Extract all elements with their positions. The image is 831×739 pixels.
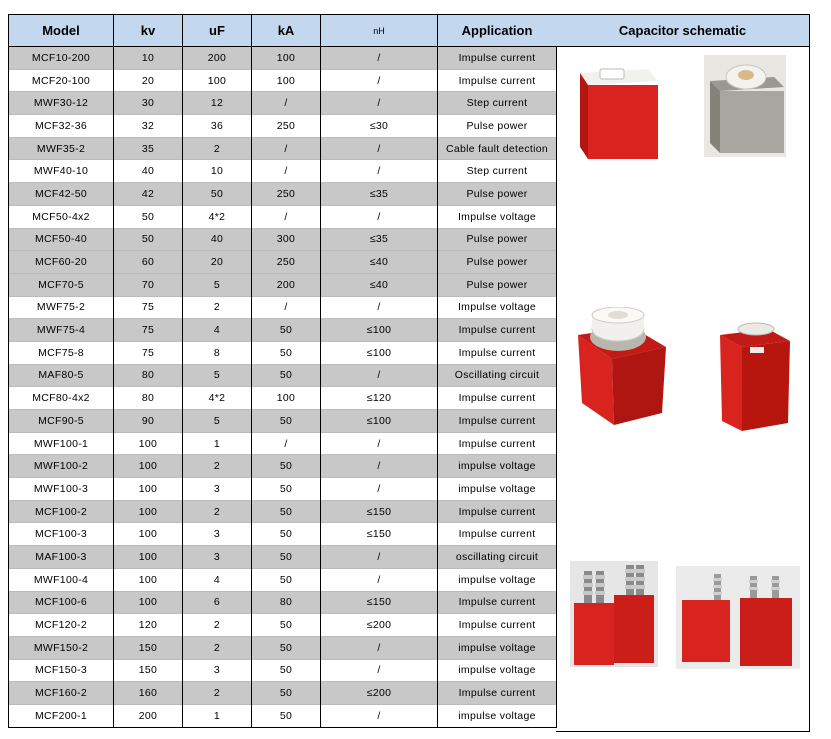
cell-ka: / <box>252 205 321 228</box>
cell-uf: 3 <box>183 523 252 546</box>
cell-model: MWF100-3 <box>9 478 114 501</box>
cell-application: Impulse current <box>438 432 557 455</box>
cell-uf: 8 <box>183 341 252 364</box>
cell-nh: ≤120 <box>321 387 438 410</box>
cell-kv: 42 <box>114 183 183 206</box>
cell-ka: 50 <box>252 704 321 727</box>
cell-application: Impulse voltage <box>438 205 557 228</box>
cell-uf: 1 <box>183 432 252 455</box>
cell-ka: 50 <box>252 478 321 501</box>
cell-application: Impulse voltage <box>438 296 557 319</box>
cell-uf: 2 <box>183 500 252 523</box>
cell-uf: 2 <box>183 296 252 319</box>
cell-model: MWF150-2 <box>9 636 114 659</box>
cell-model: MCF50-40 <box>9 228 114 251</box>
cell-uf: 4*2 <box>183 205 252 228</box>
cell-kv: 100 <box>114 546 183 569</box>
cell-model: MCF100-3 <box>9 523 114 546</box>
cell-nh: / <box>321 704 438 727</box>
table-row <box>9 636 557 659</box>
cell-kv: 50 <box>114 205 183 228</box>
cell-nh: ≤35 <box>321 228 438 251</box>
red-capacitor-tall-icon <box>716 315 790 433</box>
cell-ka: 100 <box>252 69 321 92</box>
cell-nh: ≤40 <box>321 251 438 274</box>
table-header-row <box>9 15 557 47</box>
cell-kv: 80 <box>114 364 183 387</box>
cell-application: Cable fault detection <box>438 137 557 160</box>
cell-ka: 250 <box>252 251 321 274</box>
cell-uf: 4*2 <box>183 387 252 410</box>
cell-nh: ≤200 <box>321 682 438 705</box>
table-row <box>9 341 557 364</box>
cell-ka: 50 <box>252 636 321 659</box>
table-row <box>9 273 557 296</box>
cell-uf: 2 <box>183 455 252 478</box>
cell-uf: 40 <box>183 228 252 251</box>
cell-kv: 100 <box>114 591 183 614</box>
cell-ka: 50 <box>252 410 321 433</box>
cell-kv: 80 <box>114 387 183 410</box>
cell-kv: 75 <box>114 341 183 364</box>
table-row <box>9 682 557 705</box>
cell-kv: 100 <box>114 478 183 501</box>
triple-red-capacitors-bushings-icon <box>676 566 800 669</box>
capacitor-spec-table <box>8 14 557 728</box>
cell-nh: ≤150 <box>321 523 438 546</box>
cell-ka: 50 <box>252 500 321 523</box>
red-box-capacitor-icon <box>570 55 660 160</box>
cell-ka: / <box>252 432 321 455</box>
cell-application: Impulse current <box>438 500 557 523</box>
cell-ka: 80 <box>252 591 321 614</box>
table-row <box>9 387 557 410</box>
cell-model: MCF90-5 <box>9 410 114 433</box>
grey-metal-capacitor-icon <box>704 55 786 157</box>
cell-nh: / <box>321 636 438 659</box>
cell-ka: 250 <box>252 183 321 206</box>
cell-application: Pulse power <box>438 251 557 274</box>
cell-model: MCF150-3 <box>9 659 114 682</box>
cell-uf: 5 <box>183 410 252 433</box>
cell-nh: / <box>321 478 438 501</box>
cell-kv: 150 <box>114 659 183 682</box>
cell-nh: / <box>321 160 438 183</box>
cell-kv: 90 <box>114 410 183 433</box>
table-row <box>9 183 557 206</box>
table-row <box>9 115 557 138</box>
cell-ka: 50 <box>252 523 321 546</box>
cell-model: MCF120-2 <box>9 614 114 637</box>
cell-uf: 50 <box>183 183 252 206</box>
cell-ka: 50 <box>252 659 321 682</box>
header-uf: uF <box>183 15 252 47</box>
cell-nh: ≤100 <box>321 410 438 433</box>
cell-ka: 50 <box>252 568 321 591</box>
cell-nh: / <box>321 568 438 591</box>
cell-kv: 40 <box>114 160 183 183</box>
cell-nh: / <box>321 455 438 478</box>
cell-uf: 100 <box>183 69 252 92</box>
cell-model: MCF60-20 <box>9 251 114 274</box>
cell-uf: 200 <box>183 47 252 70</box>
cell-application: impulse voltage <box>438 568 557 591</box>
table-row <box>9 523 557 546</box>
cell-application: impulse voltage <box>438 659 557 682</box>
cell-kv: 100 <box>114 568 183 591</box>
cell-application: Impulse current <box>438 591 557 614</box>
table-row <box>9 69 557 92</box>
cell-uf: 4 <box>183 568 252 591</box>
cell-ka: 50 <box>252 455 321 478</box>
table-row <box>9 364 557 387</box>
cell-application: Oscillating circuit <box>438 364 557 387</box>
cell-ka: 50 <box>252 614 321 637</box>
cell-ka: 200 <box>252 273 321 296</box>
cell-ka: 100 <box>252 387 321 410</box>
cell-model: MWF100-4 <box>9 568 114 591</box>
cell-kv: 50 <box>114 228 183 251</box>
cell-nh: / <box>321 47 438 70</box>
header-nh: nH <box>321 15 438 47</box>
cell-application: impulse voltage <box>438 478 557 501</box>
cell-model: MCF10-200 <box>9 47 114 70</box>
cell-uf: 12 <box>183 92 252 115</box>
cell-nh: / <box>321 92 438 115</box>
cell-application: Pulse power <box>438 273 557 296</box>
cell-nh: / <box>321 296 438 319</box>
cell-model: MCF20-100 <box>9 69 114 92</box>
cell-nh: ≤35 <box>321 183 438 206</box>
header-application: Application <box>438 15 557 47</box>
cell-model: MWF100-1 <box>9 432 114 455</box>
table-row <box>9 251 557 274</box>
red-capacitor-ceramic-top-icon <box>576 307 666 427</box>
cell-uf: 1 <box>183 704 252 727</box>
cell-ka: 100 <box>252 47 321 70</box>
header-model: Model <box>9 15 114 47</box>
cell-nh: ≤100 <box>321 319 438 342</box>
header-schematic: Capacitor schematic <box>556 15 809 47</box>
cell-kv: 120 <box>114 614 183 637</box>
cell-application: Impulse current <box>438 319 557 342</box>
cell-uf: 6 <box>183 591 252 614</box>
cell-uf: 2 <box>183 614 252 637</box>
cell-model: MCF100-6 <box>9 591 114 614</box>
cell-application: Step current <box>438 92 557 115</box>
cell-ka: 50 <box>252 364 321 387</box>
cell-kv: 100 <box>114 432 183 455</box>
cell-application: Impulse current <box>438 410 557 433</box>
cell-uf: 3 <box>183 659 252 682</box>
cell-ka: / <box>252 160 321 183</box>
cell-nh: / <box>321 546 438 569</box>
cell-application: Pulse power <box>438 183 557 206</box>
cell-model: MWF75-2 <box>9 296 114 319</box>
cell-application: impulse voltage <box>438 636 557 659</box>
table-row <box>9 205 557 228</box>
cell-uf: 4 <box>183 319 252 342</box>
cell-model: MAF100-3 <box>9 546 114 569</box>
cell-nh: ≤200 <box>321 614 438 637</box>
cell-model: MAF80-5 <box>9 364 114 387</box>
cell-kv: 30 <box>114 92 183 115</box>
table-row <box>9 478 557 501</box>
cell-kv: 10 <box>114 47 183 70</box>
cell-nh: ≤40 <box>321 273 438 296</box>
cell-ka: 50 <box>252 341 321 364</box>
table-row <box>9 160 557 183</box>
table-row <box>9 704 557 727</box>
cell-application: Pulse power <box>438 115 557 138</box>
cell-kv: 70 <box>114 273 183 296</box>
cell-model: MCF200-1 <box>9 704 114 727</box>
cell-application: impulse voltage <box>438 704 557 727</box>
cell-nh: / <box>321 205 438 228</box>
cell-nh: / <box>321 69 438 92</box>
cell-kv: 200 <box>114 704 183 727</box>
cell-uf: 20 <box>183 251 252 274</box>
cell-uf: 2 <box>183 137 252 160</box>
cell-application: impulse voltage <box>438 455 557 478</box>
cell-nh: / <box>321 137 438 160</box>
cell-kv: 32 <box>114 115 183 138</box>
cell-uf: 36 <box>183 115 252 138</box>
cell-nh: ≤100 <box>321 341 438 364</box>
cell-ka: 250 <box>252 115 321 138</box>
cell-uf: 2 <box>183 682 252 705</box>
cell-model: MCF100-2 <box>9 500 114 523</box>
cell-ka: 50 <box>252 682 321 705</box>
cell-application: Impulse current <box>438 47 557 70</box>
twin-red-capacitors-bushings-icon <box>570 561 658 667</box>
cell-application: Pulse power <box>438 228 557 251</box>
capacitor-schematic-column <box>556 14 810 732</box>
cell-ka: 50 <box>252 319 321 342</box>
cell-model: MCF42-50 <box>9 183 114 206</box>
cell-nh: / <box>321 659 438 682</box>
cell-nh: ≤150 <box>321 500 438 523</box>
cell-application: Impulse current <box>438 341 557 364</box>
cell-uf: 10 <box>183 160 252 183</box>
header-ka: kA <box>252 15 321 47</box>
cell-uf: 3 <box>183 478 252 501</box>
header-kv: kv <box>114 15 183 47</box>
table-row <box>9 319 557 342</box>
cell-application: Impulse current <box>438 614 557 637</box>
cell-model: MCF32-36 <box>9 115 114 138</box>
cell-model: MWF30-12 <box>9 92 114 115</box>
cell-kv: 150 <box>114 636 183 659</box>
table-row <box>9 455 557 478</box>
table-row <box>9 228 557 251</box>
cell-application: Impulse current <box>438 682 557 705</box>
cell-model: MWF100-2 <box>9 455 114 478</box>
cell-uf: 5 <box>183 364 252 387</box>
table-row <box>9 659 557 682</box>
cell-ka: / <box>252 296 321 319</box>
cell-application: oscillating circuit <box>438 546 557 569</box>
cell-model: MCF50-4x2 <box>9 205 114 228</box>
cell-kv: 100 <box>114 500 183 523</box>
cell-kv: 75 <box>114 296 183 319</box>
cell-kv: 60 <box>114 251 183 274</box>
cell-nh: / <box>321 432 438 455</box>
cell-ka: 50 <box>252 546 321 569</box>
cell-kv: 160 <box>114 682 183 705</box>
table-row <box>9 410 557 433</box>
table-row <box>9 47 557 70</box>
table-row <box>9 500 557 523</box>
table-row <box>9 568 557 591</box>
cell-nh: / <box>321 364 438 387</box>
spec-table-container <box>8 14 810 732</box>
cell-uf: 5 <box>183 273 252 296</box>
cell-application: Impulse current <box>438 69 557 92</box>
table-row <box>9 432 557 455</box>
cell-application: Impulse current <box>438 523 557 546</box>
cell-ka: / <box>252 137 321 160</box>
table-row <box>9 137 557 160</box>
cell-uf: 3 <box>183 546 252 569</box>
cell-model: MWF40-10 <box>9 160 114 183</box>
cell-ka: 300 <box>252 228 321 251</box>
cell-model: MCF80-4x2 <box>9 387 114 410</box>
cell-model: MCF160-2 <box>9 682 114 705</box>
cell-model: MCF70-5 <box>9 273 114 296</box>
cell-ka: / <box>252 92 321 115</box>
cell-kv: 35 <box>114 137 183 160</box>
cell-kv: 100 <box>114 523 183 546</box>
cell-kv: 75 <box>114 319 183 342</box>
cell-model: MWF75-4 <box>9 319 114 342</box>
cell-uf: 2 <box>183 636 252 659</box>
table-row <box>9 296 557 319</box>
cell-application: Impulse current <box>438 387 557 410</box>
cell-application: Step current <box>438 160 557 183</box>
cell-kv: 20 <box>114 69 183 92</box>
cell-model: MCF75-8 <box>9 341 114 364</box>
table-row <box>9 546 557 569</box>
table-row <box>9 614 557 637</box>
table-row <box>9 92 557 115</box>
cell-kv: 100 <box>114 455 183 478</box>
cell-nh: ≤30 <box>321 115 438 138</box>
cell-nh: ≤150 <box>321 591 438 614</box>
table-row <box>9 591 557 614</box>
cell-model: MWF35-2 <box>9 137 114 160</box>
